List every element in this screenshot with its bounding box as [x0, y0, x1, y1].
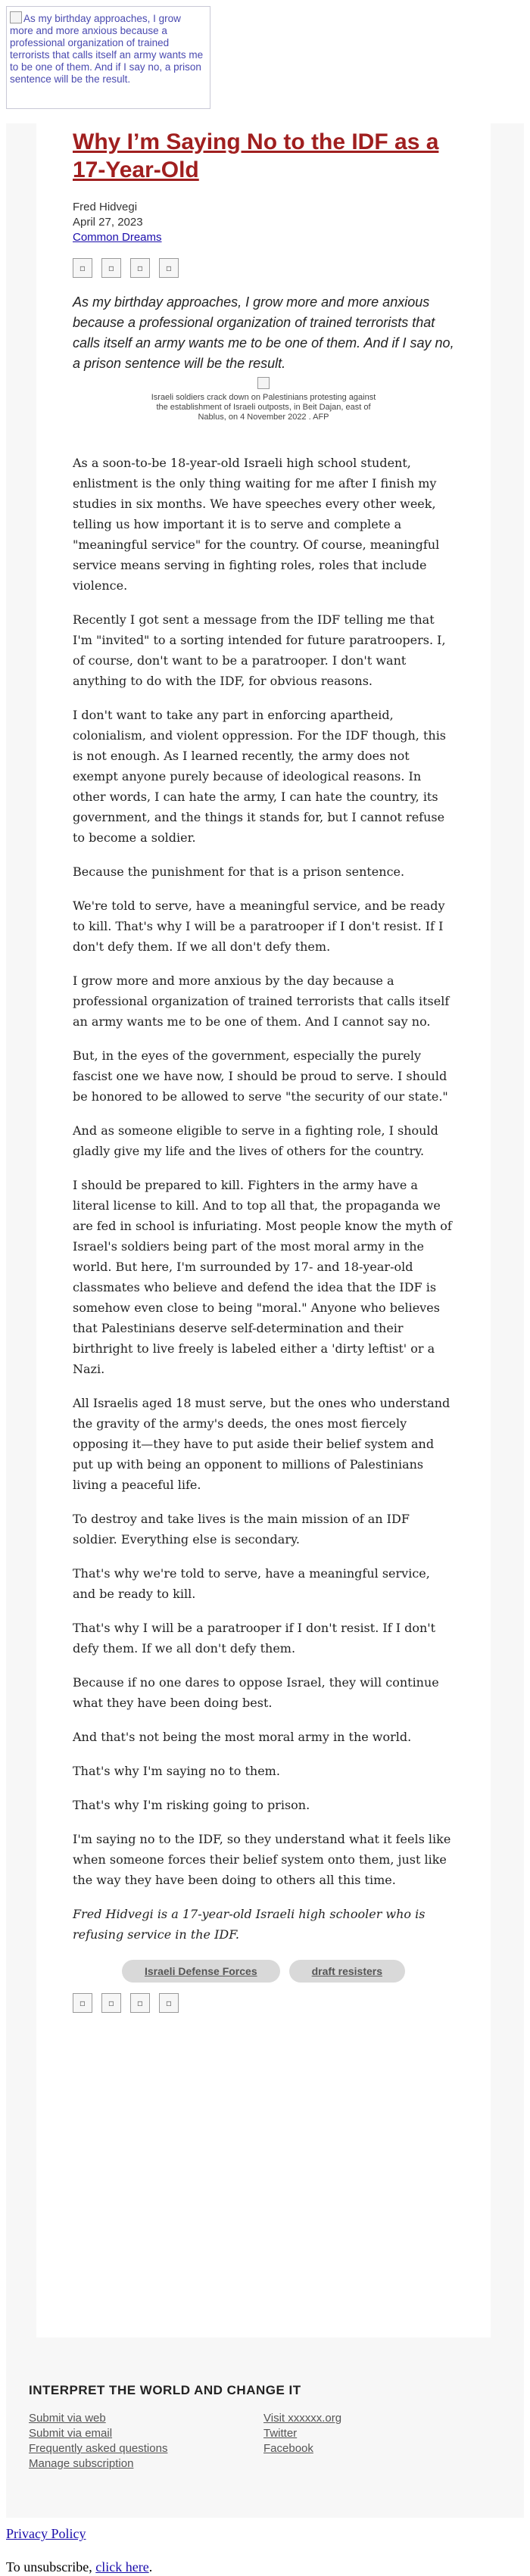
paragraph: That's why we're told to serve, have a meaningful service, and be ready to kill.: [73, 1566, 430, 1601]
paragraph: Because if no one dares to oppose Israel, they will continue what they have been doing best.: [73, 1675, 439, 1710]
submit-web-link[interactable]: Submit via web: [29, 2412, 106, 2425]
bottom-notice: [6, 2525, 521, 2575]
share-email-icon[interactable]: ▫: [130, 258, 150, 278]
article-meta: [73, 200, 454, 245]
share-twitter-icon[interactable]: ▫: [101, 258, 121, 278]
privacy-policy-link[interactable]: Privacy Policy: [6, 2526, 86, 2541]
footer-heading: INTERPRET THE WORLD AND CHANGE IT: [29, 2383, 301, 2397]
share-link-icon[interactable]: ▫: [159, 258, 179, 278]
article-author: Fred Hidvegi: [73, 201, 138, 213]
paragraph: To destroy and take lives is the main mission of an IDF soldier. Everything else is secondary.: [73, 1512, 410, 1547]
manage-subscription-link[interactable]: Manage subscription: [29, 2457, 134, 2470]
twitter-link[interactable]: Twitter: [263, 2427, 298, 2440]
article-image-icon: [257, 377, 270, 389]
article-source-link[interactable]: Common Dreams: [73, 231, 162, 244]
paragraph: That's why I will be a paratrooper if I don't resist. If I don't defy them. If we all don't defy them.: [73, 1621, 436, 1656]
paragraph: I grow more and more anxious by the day because a professional organization of trained terrorists that calls itself an army wants me to be one of them. And I cannot say no.: [73, 973, 450, 1029]
article-body: [73, 453, 454, 1945]
header-image-alt-text: As my birthday approaches, I grow more and more anxious because a professional organization of trained terrorists that calls itself an army wants me to be one of them. And if I say no, a prison sentence will be the result.: [10, 13, 204, 85]
share-facebook-icon[interactable]: ▫: [73, 258, 92, 278]
unsubscribe-link[interactable]: click here: [95, 2559, 149, 2574]
author-bio: Fred Hidvegi is a 17-year-old Israeli high schooler who is refusing service in the IDF.: [73, 1907, 426, 1942]
paragraph: I don't want to take any part in enforcing apartheid, colonialism, and violent oppression. For the IDF though, this is not enough. As I learned recently, the army does not exempt anyone purely because of ideological reasons. In other words, I can hate the army, I can hate the country, its government, and the things it stands for, but I cannot refuse to become a soldier.: [73, 708, 447, 845]
newsletter-container: [6, 123, 524, 2518]
article-summary: As my birthday approaches, I grow more and more anxious because a professional organization of trained terrorists that calls itself an army wants me to be one of them. And if I say no, a prison sentence will be the result.: [73, 294, 454, 371]
share-email-icon[interactable]: ▫: [130, 1993, 150, 2013]
tag-israeli-defense-forces[interactable]: Israeli Defense Forces: [122, 1960, 280, 1983]
footer-left-links: [29, 2411, 263, 2472]
article-title[interactable]: Why I’m Saying No to the IDF as a 17-Year-Old: [73, 129, 439, 182]
paragraph: I'm saying no to the IDF, so they understand what it feels like when someone forces their belief system onto them, just like the way they have been doing to others all this time.: [73, 1832, 451, 1887]
share-facebook-icon[interactable]: ▫: [73, 1993, 92, 2013]
article-card: [36, 123, 491, 2338]
faq-link[interactable]: Frequently asked questions: [29, 2442, 168, 2455]
paragraph: But, in the eyes of the government, especially the purely fascist one we have now, I should be proud to serve. I should be honored to be allowed to serve "the security of our state.": [73, 1048, 448, 1104]
paragraph: And as someone eligible to serve in a fighting role, I should gladly give my life and the lives of others for the country.: [73, 1123, 438, 1158]
unsubscribe-end: .: [148, 2559, 153, 2574]
visit-site-link[interactable]: Visit xxxxxx.org: [263, 2412, 342, 2425]
header-image-placeholder: [6, 6, 210, 109]
article-figure: [73, 377, 454, 422]
share-icons-bottom: [73, 1993, 454, 2013]
newsletter-footer: [29, 2383, 498, 2472]
share-twitter-icon[interactable]: ▫: [101, 1993, 121, 2013]
tag-list: [73, 1960, 454, 1983]
unsubscribe-text: To unsubscribe,: [6, 2559, 96, 2574]
footer-right-links: [263, 2411, 498, 2472]
paragraph: All Israelis aged 18 must serve, but the ones who understand the gravity of the army's deeds, the ones most fiercely opposing it—they have to put aside their belief system and put up with being an opponent to millions of Palestinians living a peaceful life.: [73, 1396, 450, 1492]
paragraph: That's why I'm risking going to prison.: [73, 1798, 310, 1812]
submit-email-link[interactable]: Submit via email: [29, 2427, 113, 2440]
paragraph: Recently I got sent a message from the IDF telling me that I'm "invited" to a sorting intended for future paratroopers. I, of course, don't want to be a paratrooper. I don't want anything to do with the IDF, for obvious reasons.: [73, 612, 446, 688]
paragraph: And that's not being the most moral army in the world.: [73, 1730, 412, 1744]
paragraph: That's why I'm saying no to them.: [73, 1764, 280, 1778]
paragraph: Because the punishment for that is a prison sentence.: [73, 864, 405, 879]
paragraph: As a soon-to-be 18-year-old Israeli high school student, enlistment is the only thing waiting for me after I finish my studies in six months. We have speeches every other week, telling us how important it is to serve and complete a "meaningful service" for the country. Of course, meaningful service means serving in fighting roles, roles that include violence.: [73, 456, 440, 593]
image-caption: Israeli soldiers crack down on Palestinians protesting against the establishment of Israeli outposts, in Beit Dajan, east of Nablus, on 4 November 2022 . AFP: [151, 393, 376, 422]
paragraph: We're told to serve, have a meaningful service, and be ready to kill. That's why I will be a paratrooper if I don't resist. If I don't defy them. If we all don't defy them.: [73, 899, 445, 954]
share-icons-top: [73, 258, 454, 278]
broken-image-icon: [10, 11, 22, 23]
share-link-icon[interactable]: ▫: [159, 1993, 179, 2013]
facebook-link[interactable]: Facebook: [263, 2442, 313, 2455]
tag-draft-resisters[interactable]: draft resisters: [289, 1960, 405, 1983]
article-date: April 27, 2023: [73, 216, 143, 229]
paragraph: I should be prepared to kill. Fighters in the army have a literal license to kill. And to top all that, the propaganda we are fed in school is infuriating. Most people know the myth of Israel's soldiers being part of the most moral army in the world. But here, I'm surrounded by 17- and 18-year-old classmates who believe and defend the idea that the IDF is somehow even close to being "moral." Anyone who believes that Palestinians deserve self-determination and their birthright to live freely is labeled either a 'dirty leftist' or a Nazi.: [73, 1178, 452, 1376]
